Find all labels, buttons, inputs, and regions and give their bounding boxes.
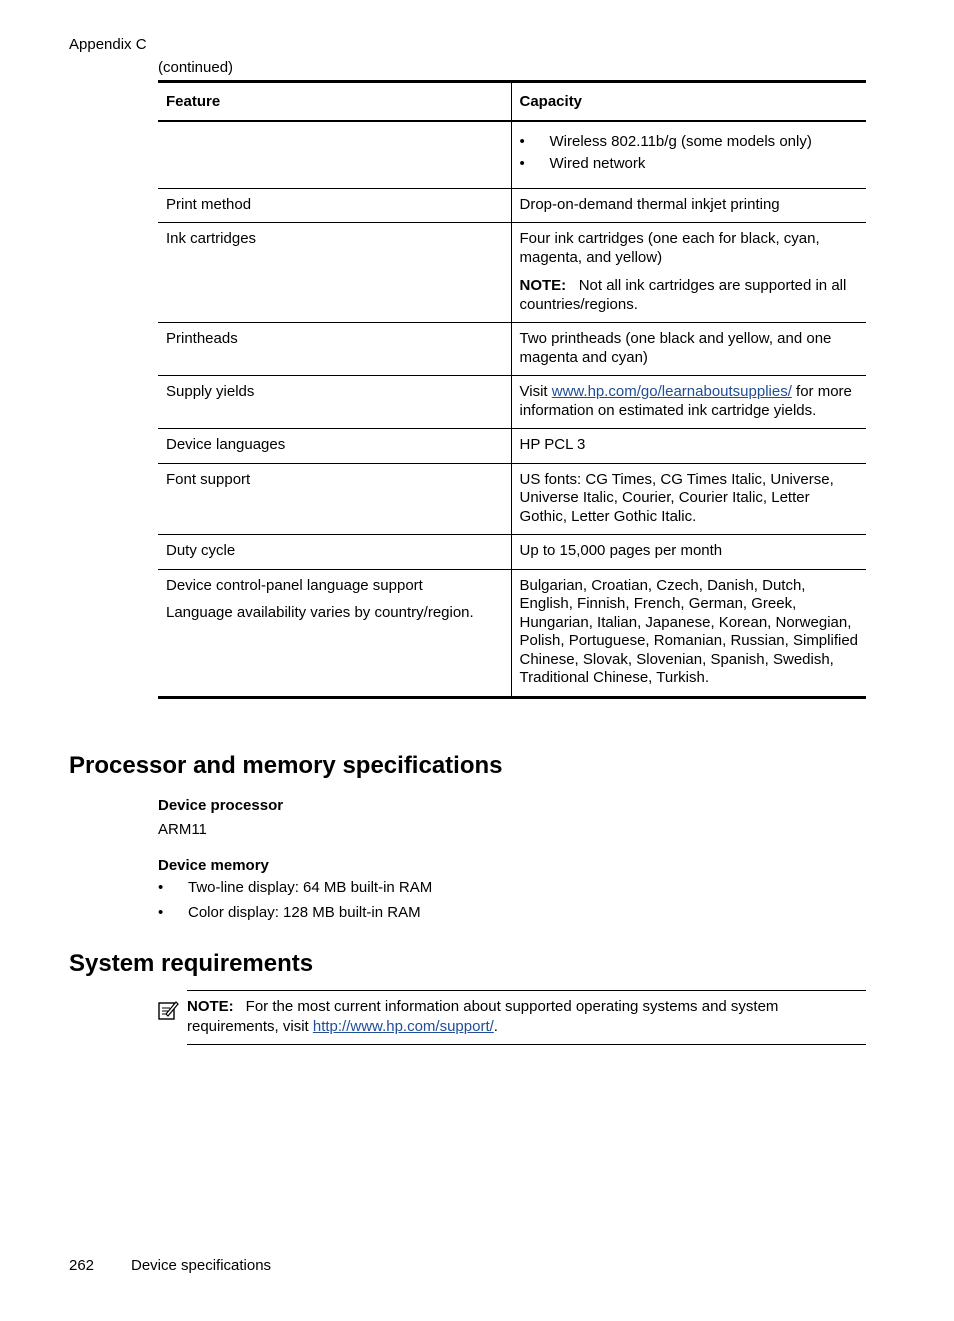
capacity-cell: Four ink cartridges (one each for black, cyan, magenta, and yellow) NOTE: Not all ink cartridges are supported in all countries/regions. <box>511 223 866 323</box>
bullet: • <box>158 904 164 921</box>
table-row <box>158 463 866 535</box>
ink-note: NOTE: Not all ink cartridges are supported in all countries/regions. <box>519 277 847 313</box>
bullet: • <box>519 132 525 150</box>
feature-column-header: Feature <box>158 82 511 121</box>
capacity-cell: Drop-on-demand thermal inkjet printing <box>511 188 866 223</box>
table-row <box>158 223 866 323</box>
table-row <box>158 429 866 464</box>
footer-section: Device specifications <box>131 1257 272 1274</box>
system-section-title: System requirements <box>69 950 314 977</box>
feature-cell: Printheads <box>158 323 511 376</box>
processor-section-title: Processor and memory specifications <box>69 752 503 779</box>
continued-label: (continued) <box>158 59 234 76</box>
note-icon <box>157 999 179 1021</box>
feature-cell <box>158 121 511 189</box>
capacity-cell: US fonts: CG Times, CG Times Italic, Universe, Universe Italic, Courier, Courier Italic, Letter Gothic, Letter Gothic Italic. <box>511 463 866 535</box>
table-row <box>158 188 866 223</box>
list-item: • Color display: 128 MB built-in RAM <box>158 904 421 921</box>
memory-list <box>158 879 432 929</box>
connectivity-list <box>520 131 859 175</box>
capacity-cell: HP PCL 3 <box>511 429 866 464</box>
table-row <box>158 569 866 697</box>
processor-value: ARM11 <box>158 821 207 838</box>
table-row <box>158 121 866 189</box>
table-row <box>158 323 866 376</box>
memory-label: Device memory <box>158 857 269 874</box>
processor-label: Device processor <box>158 797 284 814</box>
list-item: • Wired network <box>520 153 859 175</box>
feature-cell: Print method <box>158 188 511 223</box>
supplies-link[interactable]: www.hp.com/go/learnaboutsupplies/ <box>551 383 792 400</box>
feature-cell: Duty cycle <box>158 535 511 570</box>
list-item: • Wireless 802.11b/g (some models only) <box>520 131 859 153</box>
feature-cell: Device languages <box>158 429 511 464</box>
feature-cell: Font support <box>158 463 511 535</box>
capacity-cell <box>511 121 866 189</box>
capacity-column-header: Capacity <box>511 82 866 121</box>
table-row <box>158 535 866 570</box>
bullet: • <box>519 154 525 172</box>
support-link[interactable]: http://www.hp.com/support/ <box>312 1018 494 1035</box>
feature-cell: Ink cartridges <box>158 223 511 323</box>
feature-cell: Supply yields <box>158 376 511 429</box>
capacity-cell: Visit www.hp.com/go/learnaboutsupplies/ for more information on estimated ink cartridge yields. <box>511 376 866 429</box>
capacity-cell: Two printheads (one black and yellow, and one magenta and cyan) <box>511 323 866 376</box>
note-label: NOTE: <box>187 998 234 1015</box>
list-item: • Two-line display: 64 MB built-in RAM <box>158 879 433 896</box>
running-head: Appendix C <box>69 36 147 53</box>
capacity-cell: Bulgarian, Croatian, Czech, Danish, Dutch, English, Finnish, French, German, Greek, Hungarian, Italian, Japanese, Korean, Norwegian, Polish, Portuguese, Romanian, Russian, Simplified Chinese, Slovak, Slovenian, Spanish, Swedish, Traditional Chinese, Turkish. <box>511 569 866 697</box>
capacity-cell: Up to 15,000 pages per month <box>511 535 866 570</box>
table-header-row <box>158 82 866 121</box>
system-note: NOTE: For the most current information about supported operating systems and system requirements, visit http://www.hp.com/support/. <box>187 990 866 1045</box>
feature-cell: Device control-panel language support Language availability varies by country/region. <box>158 569 511 697</box>
spec-table <box>158 80 866 699</box>
table-row <box>158 376 866 429</box>
bullet: • <box>158 879 164 896</box>
page-number: 262 <box>69 1257 95 1274</box>
